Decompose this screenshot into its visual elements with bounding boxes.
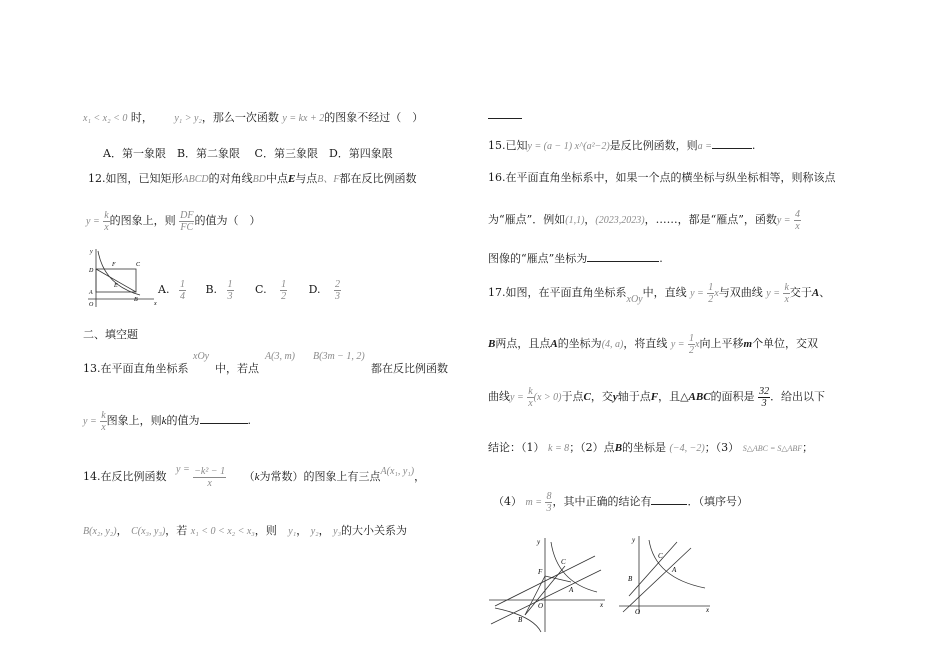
- q16-point-2: (2023,2023): [595, 215, 645, 226]
- fig1-label-x: x: [600, 601, 604, 609]
- q17-l2-b: 的坐标为: [557, 337, 602, 350]
- q17-text-b: 中，直线: [642, 286, 687, 299]
- q12-opt-d-num: 2: [335, 278, 341, 290]
- q17-C: C: [583, 391, 591, 403]
- q13-k-var: k: [161, 415, 167, 427]
- q17-area-num: 32: [759, 385, 770, 397]
- q17-l2-c: ，将直线: [623, 337, 668, 350]
- q17-l2-a: 两点，且点: [495, 337, 551, 350]
- q17-k: k: [784, 281, 789, 293]
- q17-l2-f: 个单位，交双: [752, 337, 819, 350]
- q12-text-a: 12.如图，已知矩形: [88, 172, 183, 185]
- q12-df: DF: [180, 209, 194, 221]
- q12-option-d-label: D.: [308, 283, 321, 296]
- q17-l2-den: 2: [689, 344, 695, 356]
- q17-m-eq: m =: [525, 497, 542, 508]
- q16-text-a: 为“雁点”．例如: [488, 213, 566, 226]
- q14-numerator: −k² − 1: [194, 465, 226, 477]
- q17-l4-a: 结论：（1）: [488, 441, 545, 454]
- q17-l5-c: ．（填序号）: [687, 495, 748, 508]
- fig1-label-f: F: [538, 568, 543, 576]
- q13-xoy: xOy: [193, 351, 210, 362]
- q12-option-c-label: C.: [255, 283, 267, 296]
- q14-point-c: C(x₃, y₃): [131, 526, 166, 537]
- q16-den: x: [795, 220, 800, 232]
- q13-x: x: [101, 421, 106, 433]
- q16-line1: 16.在平面直角坐标系中，如果一个点的横坐标与纵坐标相等，则称该点: [488, 171, 836, 184]
- fig2-label-a: A: [672, 566, 677, 574]
- q15-math: y = (a − 1) x^(a²−2): [527, 141, 610, 152]
- q12-label-y: y: [90, 249, 93, 255]
- q12-math-bf: B、F: [317, 174, 340, 185]
- q12-opt-a-num: 1: [179, 278, 185, 290]
- q12-text-e: 都在反比例函数: [339, 172, 417, 185]
- q17-l2-yeq: y =: [670, 339, 685, 350]
- q17-l4-B: B: [614, 442, 623, 454]
- q15-answer-blank[interactable]: [712, 137, 752, 149]
- q12-text-d: 与点: [295, 172, 318, 185]
- q17-point-a: (4, a): [601, 339, 624, 350]
- q17-y-eq: y =: [690, 288, 704, 299]
- q17-y-eq2: y =: [766, 288, 780, 299]
- q12-text-c: 中点: [265, 172, 288, 185]
- q14-y1: y₁: [288, 526, 297, 537]
- q17-l3-d: 轴于点: [617, 390, 651, 403]
- q12-point-e: E: [287, 173, 296, 185]
- q12-option-a-label: A.: [158, 283, 170, 296]
- fig2-label-y: y: [632, 536, 636, 544]
- q12-opt-d-den: 3: [335, 290, 341, 302]
- q12-label-b: B: [134, 297, 138, 303]
- q16-end: .: [659, 252, 663, 265]
- q16-num: 4: [795, 208, 801, 220]
- q16-y-eq: y =: [776, 215, 791, 226]
- q14-condition: x₁ < 0 < x₂ < x₃: [190, 526, 255, 537]
- q17-B: B: [488, 338, 496, 350]
- q16-fraction: [794, 209, 801, 232]
- q13-end: .: [247, 414, 252, 427]
- q13-point-b: B(3m − 1, 2): [313, 351, 365, 362]
- q11-tail: 的图象不经过（ ）: [324, 111, 424, 124]
- q17-text-d: 交于: [789, 286, 812, 299]
- q15-text-a: 15.已知: [488, 139, 528, 152]
- q17-line1: [488, 280, 830, 313]
- q11-math-x-order: x₁ < x₂ < 0: [83, 113, 128, 124]
- fig2-label-c: C: [658, 552, 663, 560]
- fig1-label-o: O: [538, 602, 544, 610]
- q17-xoy: xOy: [626, 294, 643, 305]
- q12-option-b-label: B.: [205, 283, 218, 296]
- q13-k: k: [101, 409, 106, 421]
- q17-dot: 、: [819, 286, 831, 299]
- fig2-label-x: x: [706, 606, 710, 614]
- q14-line2: B(x₂, y₂)， C(x₃, y₃)，若 x₁ < 0 < x₂ < x₃，则 y₁， y₂， y₃的大小关系为: [83, 524, 408, 537]
- q14-text-d: ，若: [165, 524, 188, 537]
- q12-math-abcd: ABCD: [182, 174, 209, 185]
- q17-line5: [493, 489, 748, 516]
- q12-opt-b-den: 3: [227, 290, 233, 302]
- q17-l3-b: 于点: [561, 390, 584, 403]
- q17-A: A: [811, 287, 820, 299]
- q12-x: x: [104, 221, 109, 233]
- q12-k: k: [104, 209, 109, 221]
- q14-fraction: [193, 466, 226, 489]
- q17-l3-e: ，且△: [658, 390, 689, 403]
- q17-point-b: (−4, −2): [669, 443, 705, 454]
- q12-option-c: [280, 279, 287, 302]
- q17-half-den: 2: [708, 293, 714, 305]
- q12-option-a: [179, 279, 186, 302]
- q17-figure-1: [485, 532, 610, 634]
- q13-point-a: A(3, m): [265, 351, 295, 362]
- q12-line2: [86, 208, 260, 235]
- fig1-label-a: A: [569, 586, 574, 594]
- q14-text-c: 为常数）的图象上有三点: [259, 470, 381, 483]
- q13-text-a: 13.在平面直角坐标系: [83, 362, 189, 375]
- q12-label-f: F: [112, 262, 116, 268]
- q17-answer-blank[interactable]: [651, 493, 687, 505]
- q13-answer-blank[interactable]: [200, 412, 248, 424]
- q12-option-b: [227, 279, 234, 302]
- q12-text-line2: 的图象上，则: [109, 214, 176, 227]
- q17-l3-x: x: [528, 397, 533, 409]
- q17-m-num: 8: [546, 490, 552, 502]
- q17-F: F: [650, 391, 659, 403]
- q17-l4-d: ；（3）: [704, 441, 740, 454]
- q17-l2-e: 向上平移: [699, 337, 744, 350]
- q16-text-c: 图像的“雁点”坐标为: [488, 252, 588, 265]
- q17-area: [758, 386, 770, 409]
- q12-opt-c-num: 1: [281, 278, 287, 290]
- q12-label-a: A: [89, 290, 93, 296]
- q17-text-c: 与双曲线: [718, 286, 763, 299]
- q14-text-e: ，则: [254, 524, 277, 537]
- q17-l2-half: [688, 333, 695, 356]
- q12-options: [158, 272, 341, 308]
- q12-label-x: x: [154, 301, 157, 307]
- q17-m-den: 3: [546, 502, 552, 514]
- fig2-line-shifted: [629, 542, 677, 596]
- q14-y2: y₂: [310, 526, 319, 537]
- q14-text-f: 的大小关系为: [341, 524, 408, 537]
- fig1-label-b: B: [518, 616, 523, 624]
- q12-opt-b-num: 1: [227, 278, 233, 290]
- q16-line3: [488, 250, 663, 267]
- q17-l3-g: ．给出以下: [770, 390, 826, 403]
- fig2-label-b: B: [628, 575, 633, 583]
- q17-abc: ABC: [688, 391, 711, 403]
- q12-label-c: C: [136, 262, 141, 268]
- section-2-heading: 二、填空题: [83, 328, 138, 341]
- q17-l2-x: x: [695, 339, 700, 350]
- q12-label-d: D: [89, 268, 94, 274]
- q16-answer-blank[interactable]: [587, 250, 659, 262]
- q11-options: A．第一象限 B．第二象限 C．第三象限 D．第四象限: [103, 147, 393, 160]
- q14-comma: ，: [414, 470, 426, 483]
- q11-text-shi: 时，: [130, 111, 153, 124]
- q12-label-e: E: [114, 283, 118, 289]
- q12-opt-c-den: 2: [281, 290, 287, 302]
- q17-l5-a: （4）: [493, 495, 522, 508]
- q17-l3-yeq: y =: [510, 392, 524, 403]
- q17-m: m: [743, 338, 753, 350]
- q12-df-over-fc: [179, 210, 194, 233]
- q17-text-a: 17.如图，在平面直角坐标系: [488, 286, 627, 299]
- q17-l2-A: A: [550, 338, 558, 350]
- q17-l3-c: ，交: [590, 390, 613, 403]
- q12-text-tail: 的值为（ ）: [194, 214, 261, 227]
- q14-text-a: 14.在反比例函数: [83, 470, 167, 483]
- q11-text: ，那么一次函数: [201, 111, 279, 124]
- q12-y-eq: y =: [86, 216, 100, 227]
- q12-fc: FC: [180, 221, 194, 233]
- q17-l4-e: ；: [802, 441, 814, 454]
- q17-l5-b: ，其中正确的结论有: [552, 495, 652, 508]
- q17-area-den: 3: [761, 397, 767, 409]
- q13-text-d: 图象上，则: [106, 414, 162, 427]
- q17-l4-b: ；（2）点: [569, 441, 615, 454]
- q11-condition-line: [83, 110, 423, 127]
- q17-area-eq: S△ABC = S△ABF: [742, 444, 803, 453]
- q15-line: [488, 137, 755, 155]
- q17-y: y: [612, 391, 618, 403]
- q17-l3-f: 的面积是: [710, 390, 755, 403]
- q15-end: .: [751, 139, 756, 152]
- top-rule: [488, 118, 522, 119]
- q17-l3-a: 曲线: [488, 390, 510, 403]
- q13-line2: [83, 408, 251, 435]
- fig1-label-y: y: [537, 538, 541, 546]
- q17-l4-c: 的坐标是: [622, 441, 667, 454]
- q11-math-y-order: y₁ > y₂: [174, 113, 202, 124]
- q13-text-b: 中，若点: [215, 362, 259, 375]
- q12-figure: [84, 245, 160, 311]
- q12-math-bd: BD: [252, 174, 266, 185]
- fig2-label-o: O: [635, 608, 641, 616]
- q13-text-e: 的值为: [166, 414, 200, 427]
- q13-y-eq: y =: [83, 416, 97, 427]
- q14-y-eq: y =: [176, 464, 190, 475]
- q17-l2-num: 1: [689, 332, 695, 344]
- fig1-hyperbola-right: [551, 542, 597, 592]
- q16-line2: [488, 207, 801, 234]
- q15-a-eq: a =: [697, 141, 712, 152]
- q16-text-b: ，……，都是“雁点”，函数: [644, 213, 777, 226]
- q14-point-b: B(x₂, y₂): [83, 526, 117, 537]
- q14-k: k: [254, 471, 260, 483]
- q17-kx: x: [784, 293, 789, 305]
- q17-l3-k: k: [528, 385, 533, 397]
- q14-denominator: x: [207, 477, 212, 489]
- q12-text-b: 的对角线: [208, 172, 253, 185]
- q17-line4: [488, 440, 813, 457]
- q12-line1: [88, 171, 417, 188]
- q14-text-b: （: [243, 470, 255, 483]
- q17-line3: [488, 382, 825, 413]
- q17-k-eq-8: k = 8: [548, 443, 570, 454]
- q12-option-d: [334, 279, 341, 302]
- fig1-label-c: C: [561, 558, 566, 566]
- q15-text-b: 是反比例函数，则: [609, 139, 698, 152]
- q16-sep: ，: [584, 213, 596, 226]
- q13-text-c: 都在反比例函数: [371, 362, 448, 375]
- q17-half-num: 1: [708, 281, 714, 293]
- q12-hyperbola: [98, 251, 140, 295]
- q17-l3-cond: (x > 0): [533, 392, 562, 403]
- q14-y3: y₃: [333, 526, 342, 537]
- q17-figure-2: [615, 532, 715, 616]
- q17-x: x: [714, 288, 719, 299]
- q12-opt-a-den: 4: [179, 290, 185, 302]
- q17-line2: [488, 331, 818, 358]
- q14-point-a: A(x₁, y₁): [380, 466, 415, 477]
- q14-line1: [83, 455, 425, 492]
- q11-math-linear: y = kx + 2: [282, 113, 325, 124]
- fig1-line-original: [491, 570, 601, 624]
- q16-point-1: (1,1): [565, 215, 585, 226]
- q12-label-o: O: [89, 302, 94, 308]
